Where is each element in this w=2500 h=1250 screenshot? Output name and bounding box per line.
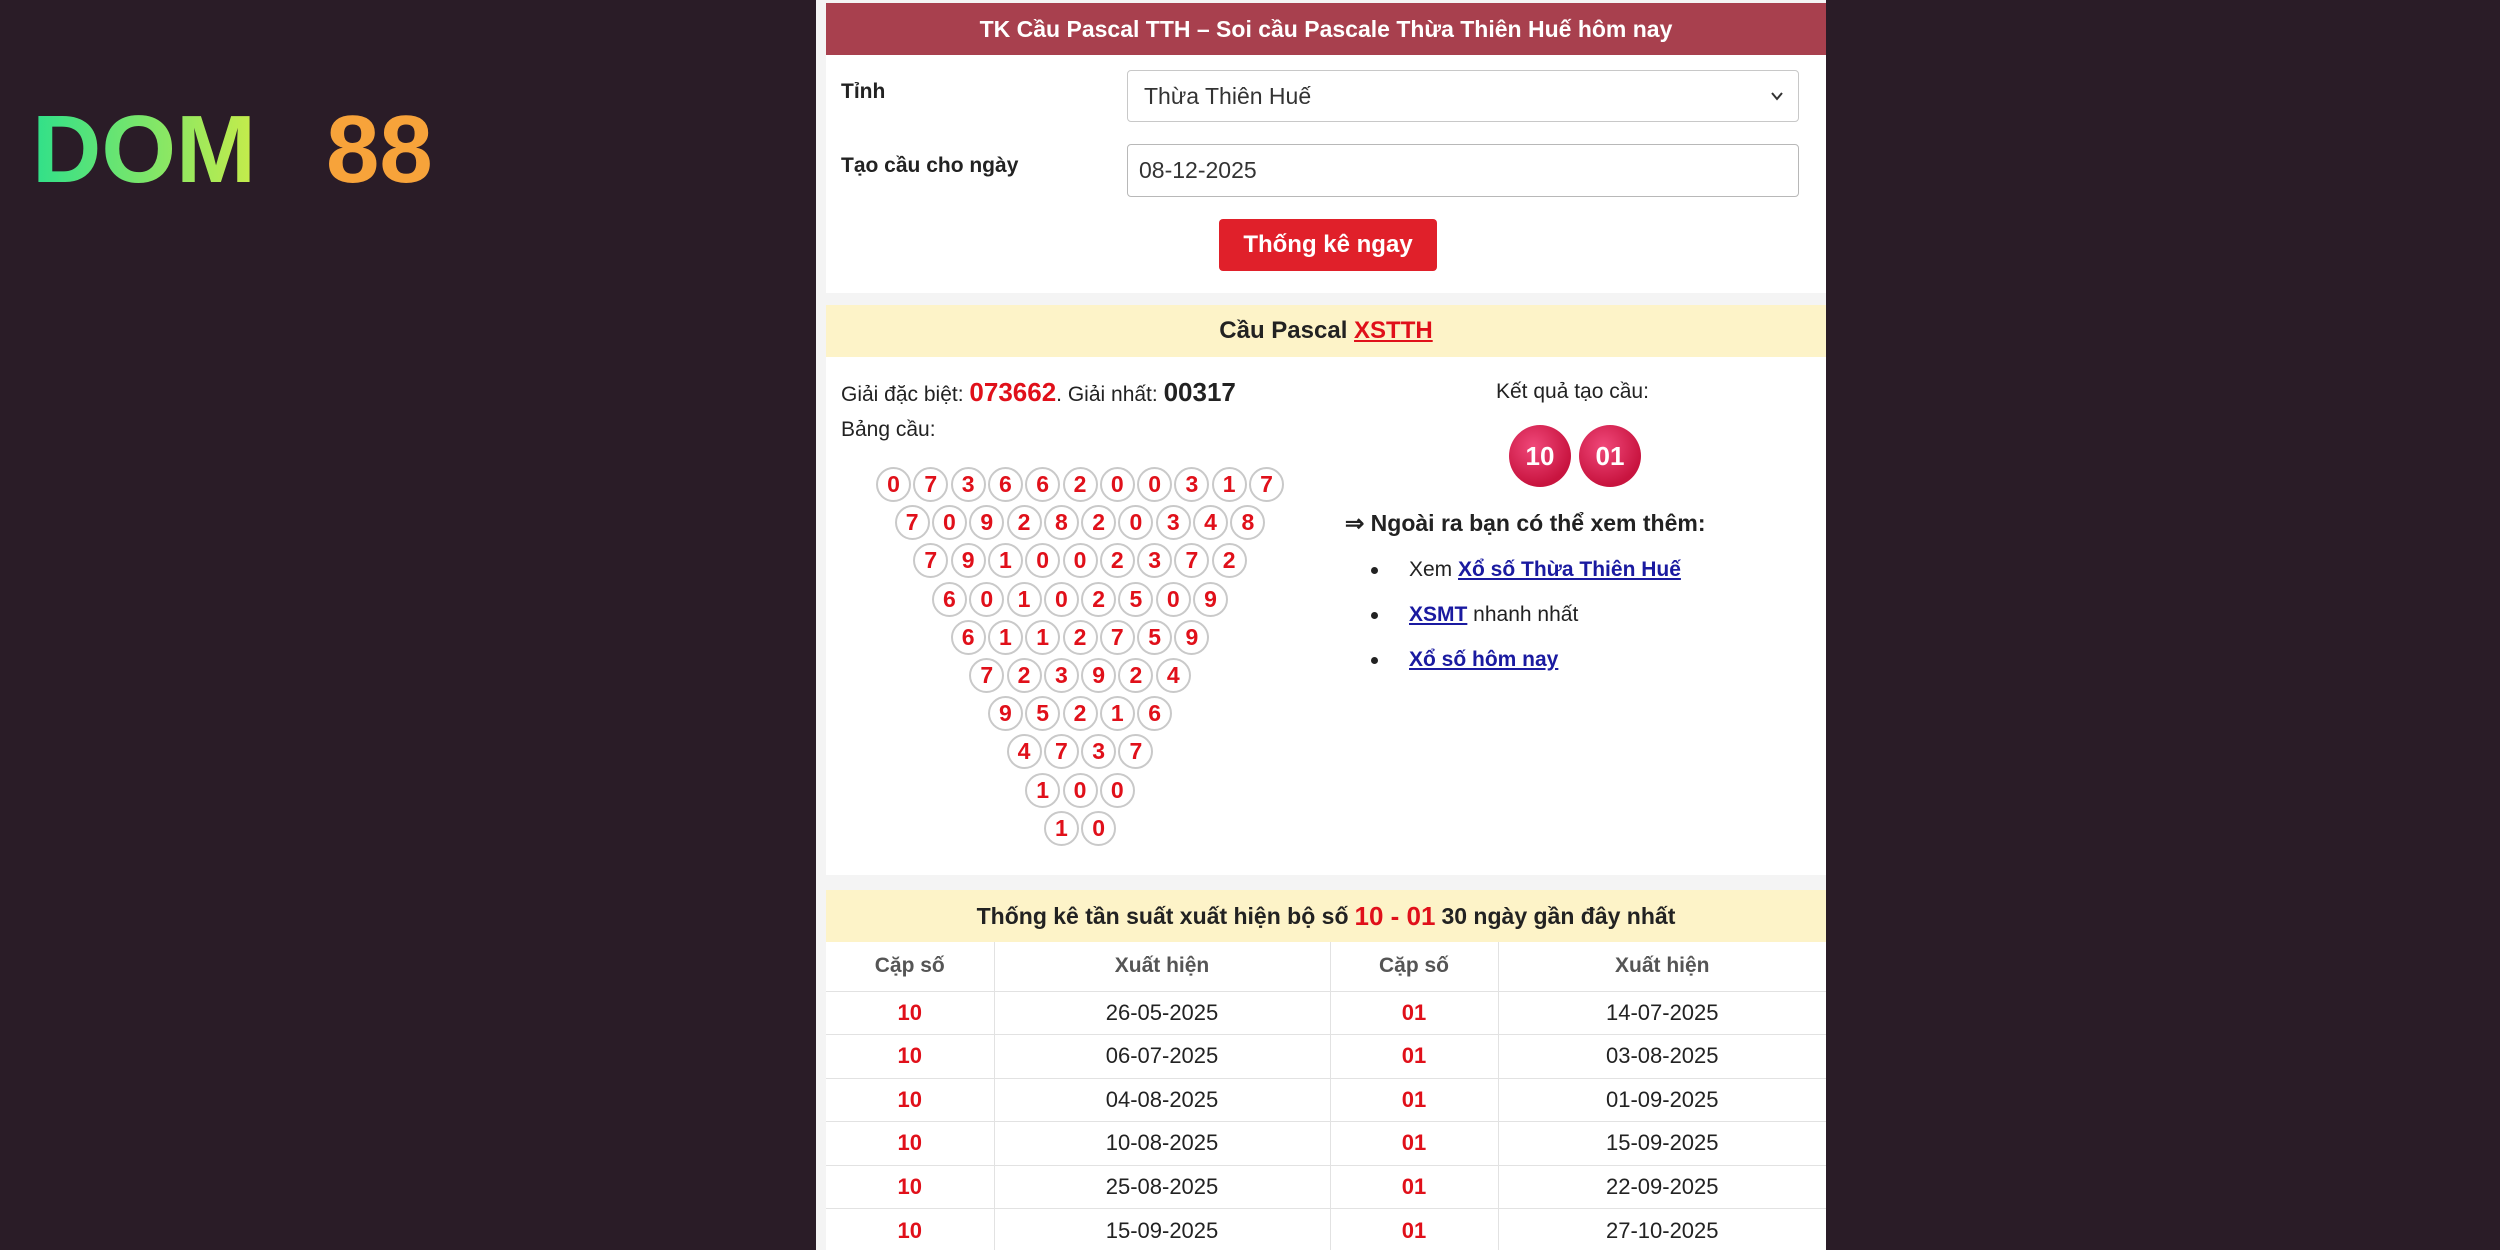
link-suffix: nhanh nhất [1467, 603, 1579, 626]
pyramid-ball: 7 [1118, 734, 1153, 769]
date-cell: 10-08-2025 [994, 1122, 1330, 1166]
pyramid-ball: 0 [932, 505, 967, 540]
pyramid-ball: 1 [1025, 620, 1060, 655]
pyramid-ball: 7 [913, 467, 948, 502]
pyramid-ball: 1 [1007, 582, 1042, 617]
pyramid-ball: 0 [1156, 582, 1191, 617]
table-row [826, 991, 1826, 1035]
pyramid-ball: 3 [951, 467, 986, 502]
pyramid-ball: 3 [1081, 734, 1116, 769]
chevron-down-icon [1770, 89, 1784, 103]
pyramid-ball: 1 [1212, 467, 1247, 502]
pair-cell: 01 [1330, 1165, 1498, 1209]
pyramid-ball: 6 [988, 467, 1023, 502]
pair-cell: 10 [826, 1035, 994, 1079]
more-links-list [1371, 557, 1681, 692]
pyramid-ball: 0 [1044, 582, 1079, 617]
table-row [826, 1122, 1826, 1166]
table-row [826, 1078, 1826, 1122]
special-value: 073662 [969, 377, 1057, 407]
main-content [816, 0, 1826, 1250]
table-row [826, 1165, 1826, 1209]
pyramid-ball: 5 [1025, 696, 1060, 731]
date-cell: 27-10-2025 [1498, 1209, 1826, 1250]
pair-cell: 10 [826, 1122, 994, 1166]
pyramid-ball: 9 [969, 505, 1004, 540]
stats-table [826, 942, 1826, 1250]
pascal-form-card [826, 3, 1826, 293]
pyramid-ball: 7 [1174, 543, 1209, 578]
pyramid-ball: 0 [1081, 811, 1116, 846]
pyramid-ball: 6 [932, 582, 967, 617]
pyramid-ball: 4 [1156, 658, 1191, 693]
pyramid-ball: 9 [988, 696, 1023, 731]
pyramid-ball: 7 [1044, 734, 1079, 769]
pyramid-ball: 1 [1025, 773, 1060, 808]
pyramid-ball: 7 [895, 505, 930, 540]
pyramid-ball: 4 [1007, 734, 1042, 769]
stats-title [826, 890, 1826, 942]
pascal-pyramid [826, 305, 1326, 875]
list-item [1371, 602, 1681, 647]
pair-cell: 10 [826, 1165, 994, 1209]
result-ball: 10 [1509, 425, 1571, 487]
special-label: Giải đặc biệt: [841, 383, 970, 406]
pair-cell: 01 [1330, 991, 1498, 1035]
col-header: Xuất hiện [1614, 954, 1710, 978]
stats-title-pair: 10 - 01 [1354, 900, 1436, 931]
pyramid-ball: 0 [1137, 467, 1172, 502]
pyramid-ball: 2 [1100, 543, 1135, 578]
pyramid-ball: 3 [1044, 658, 1079, 693]
result-ball: 01 [1579, 425, 1641, 487]
pyramid-ball: 2 [1063, 696, 1098, 731]
pyramid-ball: 2 [1007, 505, 1042, 540]
submit-button[interactable]: Thống kê ngay [1219, 219, 1437, 271]
pyramid-ball: 7 [1100, 620, 1135, 655]
pair-cell: 01 [1330, 1078, 1498, 1122]
date-cell: 14-07-2025 [1498, 991, 1826, 1035]
date-cell: 06-07-2025 [994, 1035, 1330, 1079]
pyramid-ball: 2 [1081, 582, 1116, 617]
link-prefix: Xem [1409, 558, 1459, 581]
pyramid-ball: 2 [1007, 658, 1042, 693]
xo-so-hom-nay-link[interactable]: Xổ số hôm nay [1409, 648, 1559, 671]
pyramid-ball: 0 [969, 582, 1004, 617]
pyramid-ball: 2 [1063, 620, 1098, 655]
pyramid-ball: 2 [1118, 658, 1153, 693]
pascal-result-card [826, 305, 1826, 875]
xstth-link[interactable]: XSTTH [1354, 317, 1433, 344]
pyramid-ball: 9 [1174, 620, 1209, 655]
date-input[interactable]: 08-12-2025 [1127, 144, 1799, 197]
pyramid-ball: 3 [1174, 467, 1209, 502]
province-value: Thừa Thiên Huế [1144, 82, 1312, 109]
pair-cell: 01 [1330, 1209, 1498, 1250]
date-cell: 04-08-2025 [994, 1078, 1330, 1122]
pascal-title-text: Cầu Pascal [1219, 317, 1355, 344]
svg-text:DOM: DOM [32, 104, 256, 190]
pyramid-ball: 7 [1249, 467, 1284, 502]
pair-cell: 10 [826, 991, 994, 1035]
col-header: Xuất hiện [994, 942, 1330, 991]
pyramid-ball: 3 [1156, 505, 1191, 540]
pyramid-ball: 1 [988, 543, 1023, 578]
date-cell: 22-09-2025 [1498, 1165, 1826, 1209]
pyramid-ball: 7 [969, 658, 1004, 693]
pair-cell: 10 [826, 1078, 994, 1122]
pyramid-ball: 6 [951, 620, 986, 655]
pyramid-ball: 8 [1044, 505, 1079, 540]
stats-title-prefix: Thống kê tần suất xuất hiện bộ số [976, 902, 1349, 929]
date-cell: 25-08-2025 [994, 1165, 1330, 1209]
xo-so-tth-link[interactable]: Xổ số Thừa Thiên Huế [1458, 558, 1681, 581]
table-header-row [826, 942, 1826, 991]
pyramid-ball: 1 [1100, 696, 1135, 731]
province-label: Tỉnh [841, 80, 886, 103]
pyramid-ball: 6 [1137, 696, 1172, 731]
result-label: Kết quả tạo cầu: [1496, 380, 1649, 403]
xsmt-link[interactable]: XSMT [1409, 603, 1468, 626]
pyramid-ball: 6 [1025, 467, 1060, 502]
first-value: 00317 [1163, 377, 1236, 407]
pyramid-ball: 9 [951, 543, 986, 578]
date-cell: 03-08-2025 [1498, 1035, 1826, 1079]
pyramid-ball: 9 [1081, 658, 1116, 693]
table-label: Bảng cầu: [841, 418, 936, 441]
pair-cell: 01 [1330, 1035, 1498, 1079]
table-row [826, 1035, 1826, 1079]
date-label: Tạo cầu cho ngày [841, 154, 1019, 177]
pyramid-ball: 1 [988, 620, 1023, 655]
form-title: TK Cầu Pascal TTH – Soi cầu Pascale Thừa Thiên Huế hôm nay [826, 3, 1826, 55]
pyramid-ball: 2 [1212, 543, 1247, 578]
pyramid-ball: 1 [1044, 811, 1079, 846]
list-item [1371, 647, 1681, 692]
dom88-logo [32, 104, 462, 190]
table-row [826, 1209, 1826, 1250]
date-cell: 01-09-2025 [1498, 1078, 1826, 1122]
more-heading: ⇒ Ngoài ra bạn có thể xem thêm: [1345, 510, 1706, 536]
pyramid-ball: 9 [1193, 582, 1228, 617]
first-label: . Giải nhất: [1056, 383, 1164, 406]
svg-text:88: 88 [326, 104, 433, 190]
pyramid-ball: 5 [1118, 582, 1153, 617]
date-cell: 26-05-2025 [994, 991, 1330, 1035]
pyramid-ball: 0 [1063, 773, 1098, 808]
date-cell: 15-09-2025 [994, 1209, 1330, 1250]
pyramid-ball: 0 [1100, 467, 1135, 502]
pyramid-ball: 4 [1193, 505, 1228, 540]
pyramid-ball: 0 [1063, 543, 1098, 578]
pair-cell: 01 [1330, 1122, 1498, 1166]
pyramid-ball: 2 [1063, 467, 1098, 502]
pyramid-ball: 0 [1118, 505, 1153, 540]
province-select[interactable] [1127, 70, 1799, 122]
list-item [1371, 557, 1681, 602]
stats-title-suffix: 30 ngày gần đây nhất [1441, 902, 1676, 929]
pyramid-ball: 8 [1230, 505, 1265, 540]
pyramid-ball: 3 [1137, 543, 1172, 578]
date-cell: 15-09-2025 [1498, 1122, 1826, 1166]
col-header: Cặp số [826, 942, 994, 991]
pair-cell: 10 [826, 1209, 994, 1250]
pyramid-ball: 7 [913, 543, 948, 578]
pyramid-ball: 0 [1025, 543, 1060, 578]
pyramid-ball: 0 [1100, 773, 1135, 808]
pyramid-ball: 2 [1081, 505, 1116, 540]
pyramid-ball: 5 [1137, 620, 1172, 655]
pyramid-ball: 0 [876, 467, 911, 502]
col-header: Cặp số [1330, 942, 1498, 991]
stats-card [826, 890, 1826, 1250]
